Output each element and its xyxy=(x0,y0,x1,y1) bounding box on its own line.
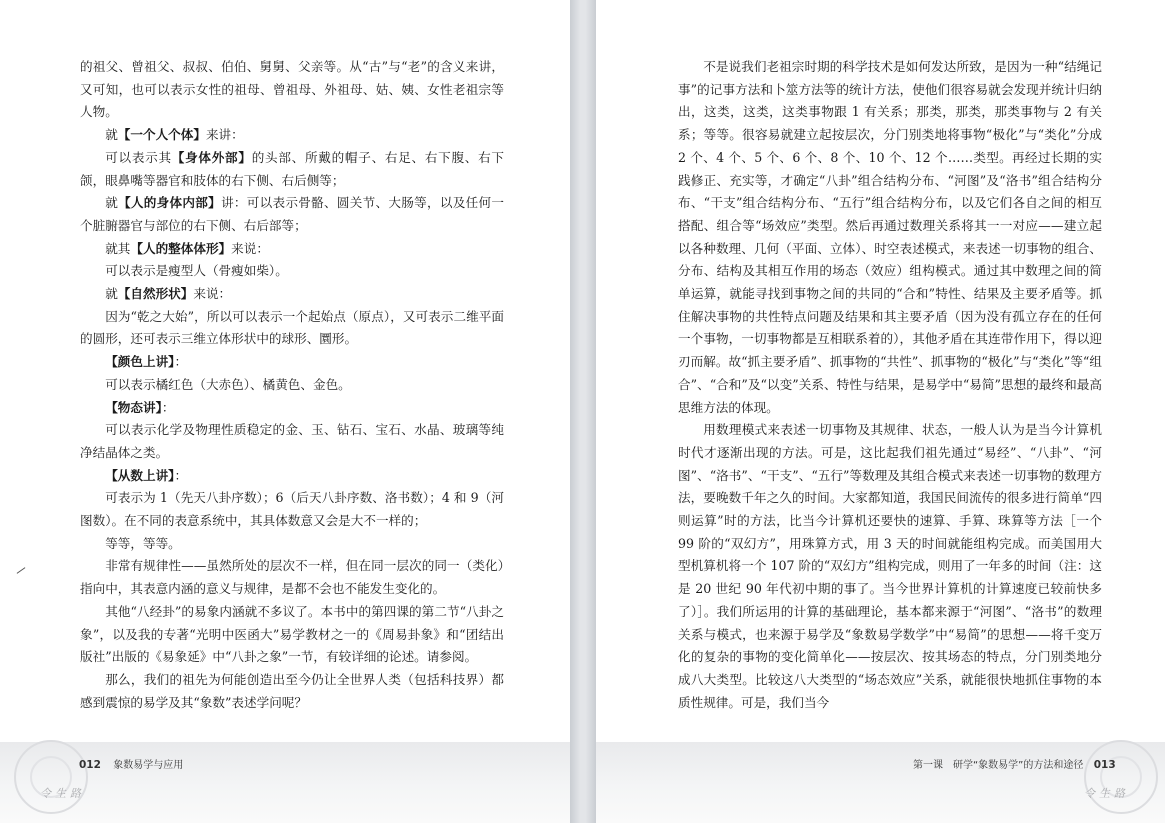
bold-label: 【颜色上讲】 xyxy=(105,354,175,370)
bold-label: 【一个人个体】 xyxy=(117,127,206,143)
paragraph-lead: 就其 xyxy=(105,240,131,256)
bold-label: 【从数上讲】 xyxy=(105,467,175,483)
paragraph-tail: ： xyxy=(174,467,188,483)
paragraph-tail: ： xyxy=(174,354,188,370)
left-paragraph: 可表示为 1（先天八卦序数）；6（后天八卦序数、洛书数）；4 和 9（河图数）。在不同的表意系统中，其具体数意又会是大不一样的； xyxy=(80,490,504,529)
right-paragraph: 用数理模式来表述一切事物及其规律、状态，一般人认为是当今计算机时代才逐渐出现的方法。可是，这比起我们祖先通过“易经”、“八卦”、“河图”、“洛书”、“干支”、“五行”等数理及其组合模式来表述一切事物的数理方法，要晚数千年之久的时间。大家都知道，我国民间流传的很多进行简单“四则运算”时的方法，比当今计算机还要快的速算、手算、珠算等方法［一个 99 阶的“双幻方”，用珠算方式，用 3 天的时间就能组构完成。而美国用大型机算机将一个 107 阶的“双幻方”组构完成，则用了一年多的时间（注：这是 20 世纪 90 年代初中期的事了。当今世界计算机的计算速度已较前快多了）］。我们所运用的计算的基础理论，基本都来源于“河图”、“洛书”的数理关系与模式，也来源于易学及“象数易学数学”中“易简”的思想——将千变万化的复杂的事物的变化简单化——按层次、按其场态的特点，分门别类地分成八大类型。比较这八大类型的“场态效应”关系，就能很快地抓住事物的本质性规律。可是，我们当今 xyxy=(678,422,1102,710)
paragraph-lead: 就 xyxy=(105,127,118,143)
left-paragraph: 的祖父、曾祖父、叔叔、伯伯、舅舅、父亲等。从“古”与“老”的含义来讲，又可知，也可以表示女性的祖母、曾祖母、外祖母、姑、姨、女性老祖宗等人物。 xyxy=(80,59,504,120)
left-paragraph xyxy=(80,283,504,306)
paragraph-tail: 讲：可以表示骨骼、圆关节、大肠等，以及任何一个脏腑器官与部位的右下侧、右后部等； xyxy=(80,195,505,233)
bold-label: 【人的身体内部】 xyxy=(118,195,222,211)
left-page-body xyxy=(80,56,504,714)
right-paragraph: 不是说我们老祖宗时期的科学技术是如何发达所致，是因为一种“结绳记事”的记事方法和卜筮方法等的统计方法，使他们很容易就会发现并统计归纳出，这类，这类，这类事物跟 1 有关系；那类，那类，那类事物与 2 有关系；等等。很容易就建立起按层次，分门别类地将事物“极化”与“类化”分成 2 个、4 个、5 个、6 个、8 个、10 个、12 个……类型。再经过长期的实践修正、充实等，才确定“八卦”组合结构分布、“河图”及“洛书”组合结构分布、“干支”组合结构分布、“五行”组合结构分布，以及它们各自之间的相互搭配、组合等“场效应”类型。然后再通过数理关系将其一一对应——建立起以各种数理、几何（平面、立体）、时空表述模式，来表述一切事物的组合、分布、结构及其相互作用的场态（效应）组构模式。通过其中数理之间的简单运算，就能寻找到事物之间的共同的“合和”特性、结果及主要矛盾等。抓住解决事物的共性特点问题及结果和其主要矛盾（因为没有孤立存在的任何一个事物，一切事物都是互相联系着的），其他矛盾在其连带作用下，得以迎刃而解。故“抓主要矛盾”、抓事物的“共性”、抓事物的“极化”与“类化”等“组合”、“合和”及“以变”关系、特性与结果，是易学中“易简”思想的最终和最高思维方法的体现。 xyxy=(678,59,1102,415)
left-paragraph: 可以表示橘红色（大赤色）、橘黄色、金色。 xyxy=(105,376,351,392)
left-page xyxy=(0,0,570,823)
page-gutter xyxy=(570,0,596,823)
right-footer-stamp: 令生路 xyxy=(1084,787,1129,800)
paragraph-tail: ： xyxy=(161,399,175,415)
left-page-number: 012 xyxy=(79,759,101,771)
left-paragraph: 因为“乾之大始”，所以可以表示一个起始点（原点），又可表示二维平面的圆形，还可表示三维立体形状中的球形、圜形。 xyxy=(80,308,504,347)
right-chapter-title: 第一课 研学“象数易学”的方法和途径 xyxy=(913,760,1084,771)
paragraph-lead: 就 xyxy=(105,286,118,302)
left-paragraph: 等等，等等。 xyxy=(105,535,181,551)
left-footer xyxy=(79,756,183,771)
bold-label: 【身体外部】 xyxy=(171,149,252,165)
paragraph-tail: 来讲： xyxy=(205,127,244,143)
bold-label: 【自然形状】 xyxy=(117,286,194,302)
right-page-body xyxy=(678,56,1102,714)
bold-label: 【人的整体体形】 xyxy=(130,240,232,256)
right-footer xyxy=(913,756,1116,771)
left-book-title: 象数易学与应用 xyxy=(113,760,184,771)
right-page xyxy=(596,0,1165,823)
left-paragraph: 可以表示是瘦型人（骨瘦如柴）。 xyxy=(105,263,288,279)
left-paragraph xyxy=(80,351,504,374)
left-paragraph: 其他“八经卦”的易象内涵就不多议了。本书中的第四课的第二节“八卦之象”，以及我的专著“光明中医函大”易学教材之一的《周易卦象》和“团结出版社”出版的《易象延》中“八卦之象”一节，有较详细的论述。请参阅。 xyxy=(80,603,504,665)
right-footer-swirl-icon xyxy=(1084,740,1158,814)
right-page-number: 013 xyxy=(1093,759,1116,771)
left-paragraph xyxy=(80,465,504,488)
left-paragraph xyxy=(80,192,504,237)
paragraph-tail: 来说： xyxy=(231,240,269,256)
paragraph-tail: 的头部、所戴的帽子、右足、右下腹、右下颌，眼鼻嘴等器官和肢体的右下侧、右后侧等； xyxy=(80,149,505,188)
paragraph-lead: 就 xyxy=(105,195,119,211)
left-paragraph: 可以表示化学及物理性质稳定的金、玉、钻石、宝石、水晶、玻璃等纯净结晶体之类。 xyxy=(80,422,504,460)
left-paragraph: 非常有规律性——虽然所处的层次不一样，但在同一层次的同一（类化）指向中，其表意内涵的意义与规律，是都不会也不能发生变化的。 xyxy=(80,558,504,597)
right-footer-band xyxy=(596,742,1165,823)
left-footer-stamp: 令生路 xyxy=(40,787,85,800)
paragraph-lead: 可以表示其 xyxy=(105,149,172,165)
bold-label: 【物态讲】 xyxy=(105,399,162,415)
left-footer-swirl-icon xyxy=(14,740,88,814)
left-paragraph xyxy=(80,238,504,261)
paragraph-tail: 来说： xyxy=(193,286,232,302)
left-paragraph xyxy=(80,147,504,192)
left-paragraph xyxy=(80,397,504,420)
left-paragraph xyxy=(80,124,504,147)
pen-mark xyxy=(17,567,26,574)
left-paragraph: 那么，我们的祖先为何能创造出至今仍让全世界人类（包括科技界）都感到震惊的易学及其“象数”表述学问呢？ xyxy=(80,671,504,710)
